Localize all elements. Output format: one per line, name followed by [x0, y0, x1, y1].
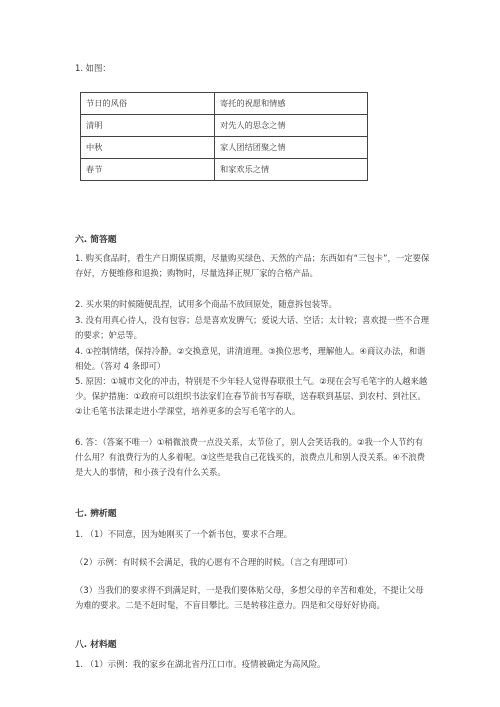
table-row — [81, 115, 368, 137]
table-row — [81, 159, 368, 181]
answer-paragraph: 6. 答：（答案不唯一）①稍微浪费一点没关系，太节俭了，别人会笑话我的。②我一个人节约有什么用？有浪费行为的人多着呢。③这些是我自己花钱买的，浪费点儿和别人没关系。④不浪费是大人的事情，和小孩子没有什么关系。 — [75, 437, 426, 478]
answer-paragraph: 1. （1）不同意，因为她刚买了一个新书包，要求不合理。 — [75, 529, 292, 539]
table-cell: 中秋 — [81, 137, 215, 159]
table-header-row — [81, 93, 368, 115]
answer-paragraph: 3. 没有用真心待人，没有包容；总是喜欢发脾气；爱说大话、空话；太计较；喜欢提一些不合理的要求；妒忌等。 — [75, 315, 430, 341]
table-cell: 和家欢乐之情 — [215, 159, 368, 181]
table-cell: 节日的风俗 — [81, 93, 215, 115]
section-heading-material: 八. 材料题 — [75, 640, 117, 650]
table-cell: 春节 — [81, 159, 215, 181]
table-cell: 家人团结团聚之情 — [215, 137, 368, 159]
table-cell: 寄托的祝愿和情感 — [215, 93, 368, 115]
answer-paragraph: 4. ①控制情绪，保持冷静。②交换意见，讲清道理。③换位思考，理解他人。④商议办法，和谐相处。（答对 4 条即可） — [75, 346, 426, 372]
table-cell: 对先人的思念之情 — [215, 115, 368, 137]
answer-paragraph: （2）示例：有时候不会满足，我的心愿有不合理的时候。（言之有理即可） — [75, 557, 353, 567]
answer-paragraph: 1. 购买食品时，看生产日期保质期，尽量购买绿色、天然的产品；东西如有“三包卡”，一定要保存好，方便维修和退换；购物时，尽量选择正规厂家的合格产品。 — [75, 253, 430, 279]
question-intro: 1. 如图： — [75, 63, 111, 73]
answer-paragraph: 1. （1）示例：我的家乡在湖北省丹江口市。疫情被确定为高风险。 — [75, 659, 326, 669]
table-cell: 清明 — [81, 115, 215, 137]
section-heading-analysis: 七. 辨析题 — [75, 509, 117, 519]
answer-paragraph: 5. 原因：①城市文化的冲击，特别是不少年轻人觉得春联很土气。②现在会写毛笔字的人越来越少。保护措施：①政府可以组织书法家们在春节前书写春联，送春联到基层、到农村、到社区。②让毛笔书法课走进小学课堂，培养更多的会写毛笔字的人。 — [75, 376, 428, 417]
table-row — [81, 137, 368, 159]
section-heading-short-answer: 六. 简答题 — [75, 235, 117, 245]
festival-table — [80, 92, 368, 181]
answer-paragraph: 2. 买水果的时候随便乱捏，试用多个商品不放回原处，随意拆包装等。 — [75, 299, 337, 309]
answer-paragraph: （3）当我们的要求得不到满足时，一是我们要体贴父母，多想父母的辛苦和难处，不提让父母为难的要求。二是不赶时髦，不盲目攀比。三是转移注意力。四是和父母好好协商。 — [75, 585, 424, 611]
